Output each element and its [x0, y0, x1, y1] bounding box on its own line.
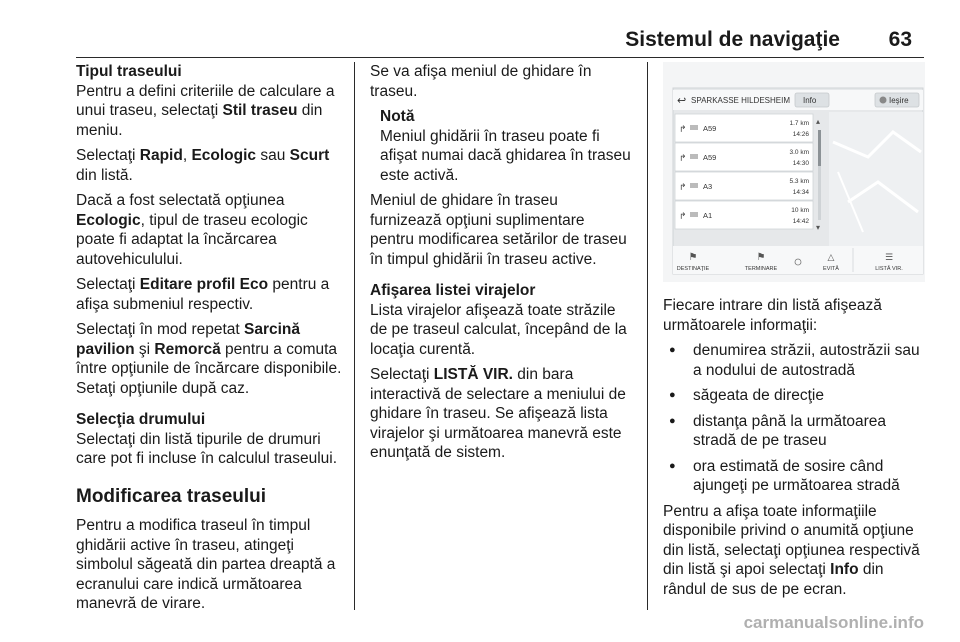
- ui-term: Editare profil Eco: [139, 276, 269, 293]
- scroll-up-icon[interactable]: ▴: [816, 117, 821, 126]
- column-3: [663, 62, 925, 605]
- note-box: [380, 107, 632, 185]
- back-arrow-icon[interactable]: ↩: [677, 94, 687, 107]
- ui-term: Ecologic: [76, 211, 141, 229]
- turn-list-section: [370, 281, 632, 359]
- map-area: [829, 112, 923, 246]
- text: Dacă a fost selectată opţiunea: [76, 192, 285, 209]
- ui-term: Scurt: [289, 147, 330, 164]
- paragraph: Fiecare intrare din listă afişează următoarele informaţii:: [663, 297, 882, 334]
- ui-term: Info: [830, 561, 859, 578]
- road-selection-section: [76, 410, 342, 469]
- warning-triangle-icon: △: [827, 253, 835, 263]
- row-distance: 3.0 km: [789, 149, 809, 156]
- road-shield-icon: [690, 125, 698, 130]
- terminate-flag-icon: ⚑: [756, 252, 766, 263]
- header-divider: [76, 57, 924, 58]
- ui-term: Stil traseu: [222, 102, 298, 119]
- text: din meniu.: [76, 102, 323, 139]
- ui-term: LISTĂ VIR.: [433, 366, 513, 383]
- row-time: 14:26: [792, 131, 809, 138]
- destination-button-label: DESTINAŢIE: [676, 266, 710, 272]
- text: Selectaţi: [76, 147, 140, 164]
- ui-term: Sarcină pavilion: [76, 321, 301, 358]
- nav-screenshot: [663, 62, 925, 282]
- road-name: A59: [703, 124, 717, 133]
- info-bullet-list: [663, 341, 925, 496]
- text: din listă.: [76, 166, 133, 184]
- destination-label: SPARKASSE HILDESHEIM: [691, 96, 790, 105]
- turn-list-button-label: LISTĂ VIR.: [875, 266, 903, 272]
- text: Selectaţi: [76, 276, 140, 293]
- terminate-button-label: TERMINARE: [744, 266, 778, 272]
- exit-icon: [880, 97, 887, 104]
- turn-list-heading: Afişarea listei virajelor: [370, 282, 536, 299]
- paragraph: Meniul de ghidare în traseu furnizează opţiuni suplimentare pentru modificarea setărilor de traseu în timpul ghidării în traseu active.: [370, 192, 627, 268]
- column-divider-2: [647, 62, 648, 610]
- list-item: ● săgeata de direcţie: [663, 386, 925, 406]
- page-number: 63: [888, 28, 912, 51]
- route-type-heading: Tipul traseului: [76, 63, 182, 80]
- text: , tipul de traseu ecologic poate fi adaptat la încărcarea autovehiculului.: [76, 211, 308, 268]
- turn-right-arrow-icon: ↱: [679, 212, 687, 222]
- list-item: ● distanţa până la următoarea stradă de pe traseu: [663, 412, 925, 451]
- column-2: [370, 62, 632, 469]
- text: Lista virajelor afişează toate străzile de pe traseul calculat, începând de la locaţia curentă.: [370, 301, 627, 358]
- paragraph: [76, 191, 342, 269]
- modify-route-heading: Modificarea traseului: [76, 485, 267, 507]
- road-name: A1: [703, 211, 713, 220]
- paragraph: [663, 502, 925, 600]
- row-distance: 1.7 km: [789, 120, 809, 127]
- turn-row-1[interactable]: [675, 114, 813, 142]
- road-selection-heading: Selecţia drumului: [76, 411, 206, 428]
- scroll-thumb[interactable]: [818, 130, 821, 166]
- text: pentru a comuta între opţiunile de încărcare disponibile. Setaţi opţiunile după caz.: [76, 340, 342, 397]
- nav-screen-illustration: [663, 62, 925, 282]
- ui-term: Ecologic: [191, 147, 257, 164]
- ui-term: Rapid: [139, 147, 183, 164]
- road-name: A59: [703, 153, 717, 162]
- watermark: carmanualsonline.info: [743, 613, 924, 632]
- text: şi: [134, 340, 155, 358]
- text: Selectaţi: [370, 366, 434, 383]
- road-shield-icon: [690, 154, 698, 159]
- text: sau: [256, 147, 290, 164]
- row-time: 14:30: [792, 160, 809, 167]
- text: ,: [182, 147, 192, 164]
- road-shield-icon: [690, 183, 698, 188]
- text: din bara interactivă de selectare a meniului de ghidare în traseu. Se afişează lista virajelor şi următoarea manevră este enunţată de sistem.: [370, 366, 626, 461]
- text: Pentru a afişa toate informaţiile disponibile privind o anumită opţiune din listă, selectaţi opţiunea respectivă din listă şi apoi selectaţi: [663, 502, 920, 578]
- turn-row-4[interactable]: [675, 201, 813, 229]
- turn-row-2[interactable]: [675, 143, 813, 171]
- text: Selectaţi în mod repetat: [76, 321, 245, 338]
- paragraph: [76, 275, 342, 314]
- paragraph: Pentru a modifica traseul în timpul ghidării active în traseu, atingeţi simbolul săgeată din partea dreaptă a ecranului care indică următoarea manevră de virare.: [76, 517, 336, 612]
- road-name: A3: [703, 182, 713, 191]
- scroll-down-icon[interactable]: ▾: [816, 223, 821, 232]
- row-distance: 10 km: [791, 207, 809, 214]
- paragraph: [76, 320, 342, 398]
- text: pentru a afişa submeniul respectiv.: [76, 276, 330, 313]
- road-shield-icon: [690, 212, 698, 217]
- turn-right-arrow-icon: ↱: [679, 183, 687, 193]
- paragraph: [76, 146, 342, 185]
- section-title: Sistemul de navigaţie: [625, 28, 840, 51]
- text: din rândul de sus de pe ecran.: [663, 561, 884, 598]
- note-text: Meniul ghidării în traseu poate fi afişat numai dacă ghidarea în traseu este activă.: [380, 127, 631, 184]
- turn-right-arrow-icon: ↱: [679, 154, 687, 164]
- row-time: 14:34: [792, 189, 809, 196]
- note-heading: Notă: [380, 108, 415, 125]
- info-button-label: Info: [803, 96, 817, 105]
- column-divider-1: [354, 62, 355, 610]
- list-item: ● ora estimată de sosire când ajungeţi pe următoarea stradă: [663, 457, 925, 496]
- ui-term: Remorcă: [154, 340, 221, 358]
- turn-row-3[interactable]: [675, 172, 813, 200]
- list-icon: ☰: [884, 253, 894, 263]
- paragraph: Se va afişa meniul de ghidare în traseu.: [370, 63, 592, 100]
- row-distance: 5.3 km: [789, 178, 809, 185]
- text: Selectaţi din listă tipurile de drumuri care pot fi incluse în calculul traseului.: [76, 430, 338, 467]
- column-1: [76, 62, 342, 620]
- row-time: 14:42: [792, 218, 809, 225]
- avoid-button-label: EVITĂ: [823, 266, 839, 272]
- route-type-section: [76, 62, 342, 140]
- flag-icon: ⚑: [688, 252, 698, 263]
- paragraph: [370, 365, 632, 463]
- list-item: ● denumirea străzii, autostrăzii sau a nodului de autostradă: [663, 341, 925, 380]
- exit-button-label: Ieşire: [889, 96, 909, 105]
- text: Pentru a defini criteriile de calculare a unui traseu, selectaţi: [76, 82, 335, 119]
- page-header: [0, 0, 960, 62]
- turn-right-arrow-icon: ↱: [679, 125, 687, 135]
